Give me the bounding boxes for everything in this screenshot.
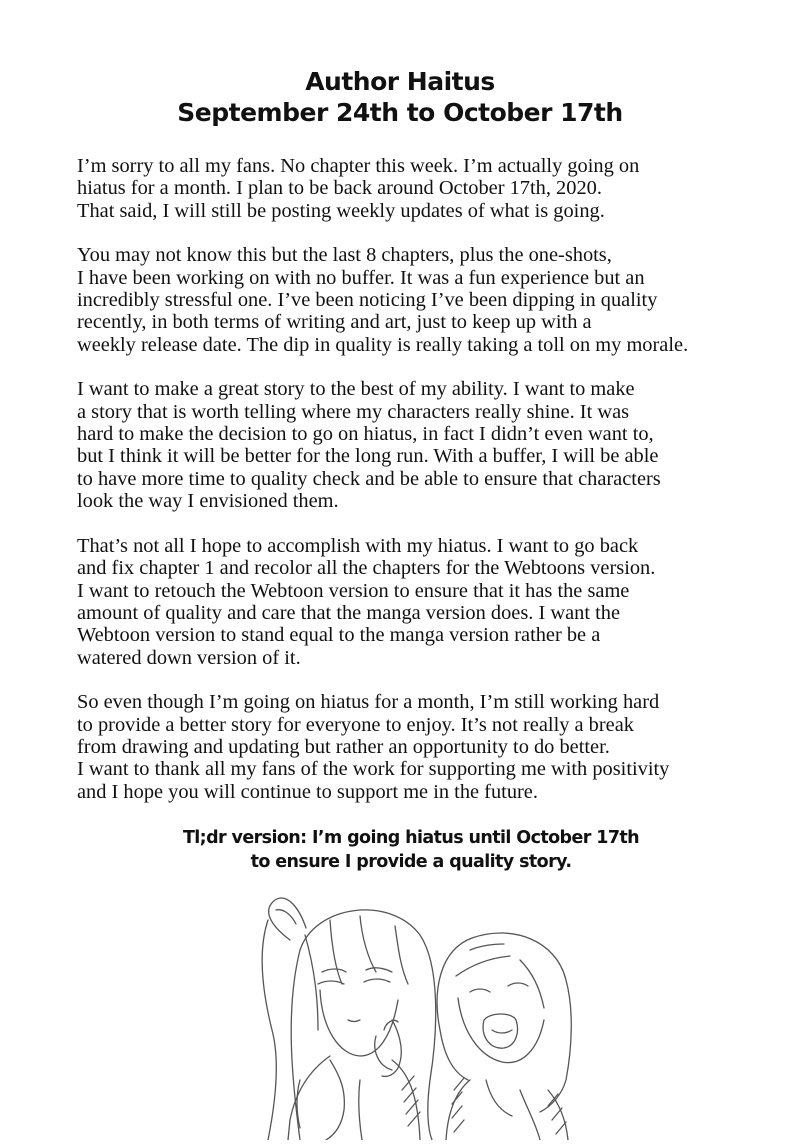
paragraph-line: and fix chapter 1 and recolor all the chapters for the Webtoons version.: [77, 557, 656, 580]
paragraph-line: So even though I’m going on hiatus for a month, I’m still working hard: [77, 691, 660, 714]
paragraph-line: but I think it will be better for the long run. With a buffer, I will be able: [77, 445, 659, 468]
paragraph-line: That said, I will still be posting weekly updates of what is going.: [77, 199, 605, 222]
paragraph-5: [77, 691, 767, 803]
paragraph-line: weekly release date. The dip in quality is really taking a toll on my morale.: [77, 333, 689, 356]
paragraph-line: look the way I envisioned them.: [77, 490, 339, 513]
paragraph-line: Webtoon version to stand equal to the manga version rather be a: [77, 624, 601, 647]
paragraph-2: [77, 244, 767, 356]
sketch-illustration: [0, 880, 800, 1140]
paragraph-line: watered down version of it.: [77, 646, 301, 669]
paragraph-line: That’s not all I hope to accomplish with my hiatus. I want to go back: [77, 534, 639, 557]
paragraph-line: to have more time to quality check and be able to ensure that characters: [77, 467, 661, 490]
paragraph-line: hard to make the decision to go on hiatus, in fact I didn’t even want to,: [77, 423, 654, 446]
tldr-line-1: Tl;dr version: I’m going hiatus until October 17th: [182, 828, 640, 848]
paragraph-line: recently, in both terms of writing and art, just to keep up with a: [77, 311, 592, 334]
paragraph-line: I want to make a great story to the best of my ability. I want to make: [77, 378, 635, 401]
notice-body: [77, 155, 767, 825]
paragraph-line: a story that is worth telling where my characters really shine. It was: [77, 400, 630, 423]
paragraph-line: I’m sorry to all my fans. No chapter this week. I’m actually going on: [77, 155, 640, 177]
paragraph-4: [77, 535, 767, 669]
paragraph-line: I have been working on with no buffer. It was a fun experience but an: [77, 266, 645, 289]
sketch-two-characters-icon: [0, 880, 800, 1140]
paragraph-line: and I hope you will continue to support me in the future.: [77, 780, 538, 803]
tldr-summary: [0, 826, 800, 874]
paragraph-3: [77, 378, 767, 512]
paragraph-line: I want to retouch the Webtoon version to ensure that it has the same: [77, 579, 630, 602]
title-line-1: Author Haitus: [305, 67, 495, 96]
paragraph-line: hiatus for a month. I plan to be back around October 17th, 2020.: [77, 177, 602, 200]
paragraph-line: amount of quality and care that the manga version does. I want the: [77, 601, 621, 624]
paragraph-line: to provide a better story for everyone to enjoy. It’s not really a break: [77, 713, 634, 736]
title-line-2: September 24th to October 17th: [177, 98, 623, 127]
paragraph-line: You may not know this but the last 8 chapters, plus the one-shots,: [77, 244, 612, 267]
paragraph-line: incredibly stressful one. I’ve been noticing I’ve been dipping in quality: [77, 289, 658, 312]
paragraph-line: I want to thank all my fans of the work for supporting me with positivity: [77, 758, 670, 781]
paragraph-1: [77, 155, 767, 222]
page-title: [0, 66, 800, 128]
paragraph-line: from drawing and updating but rather an opportunity to do better.: [77, 735, 610, 758]
tldr-line-2: to ensure I provide a quality story.: [250, 852, 572, 872]
